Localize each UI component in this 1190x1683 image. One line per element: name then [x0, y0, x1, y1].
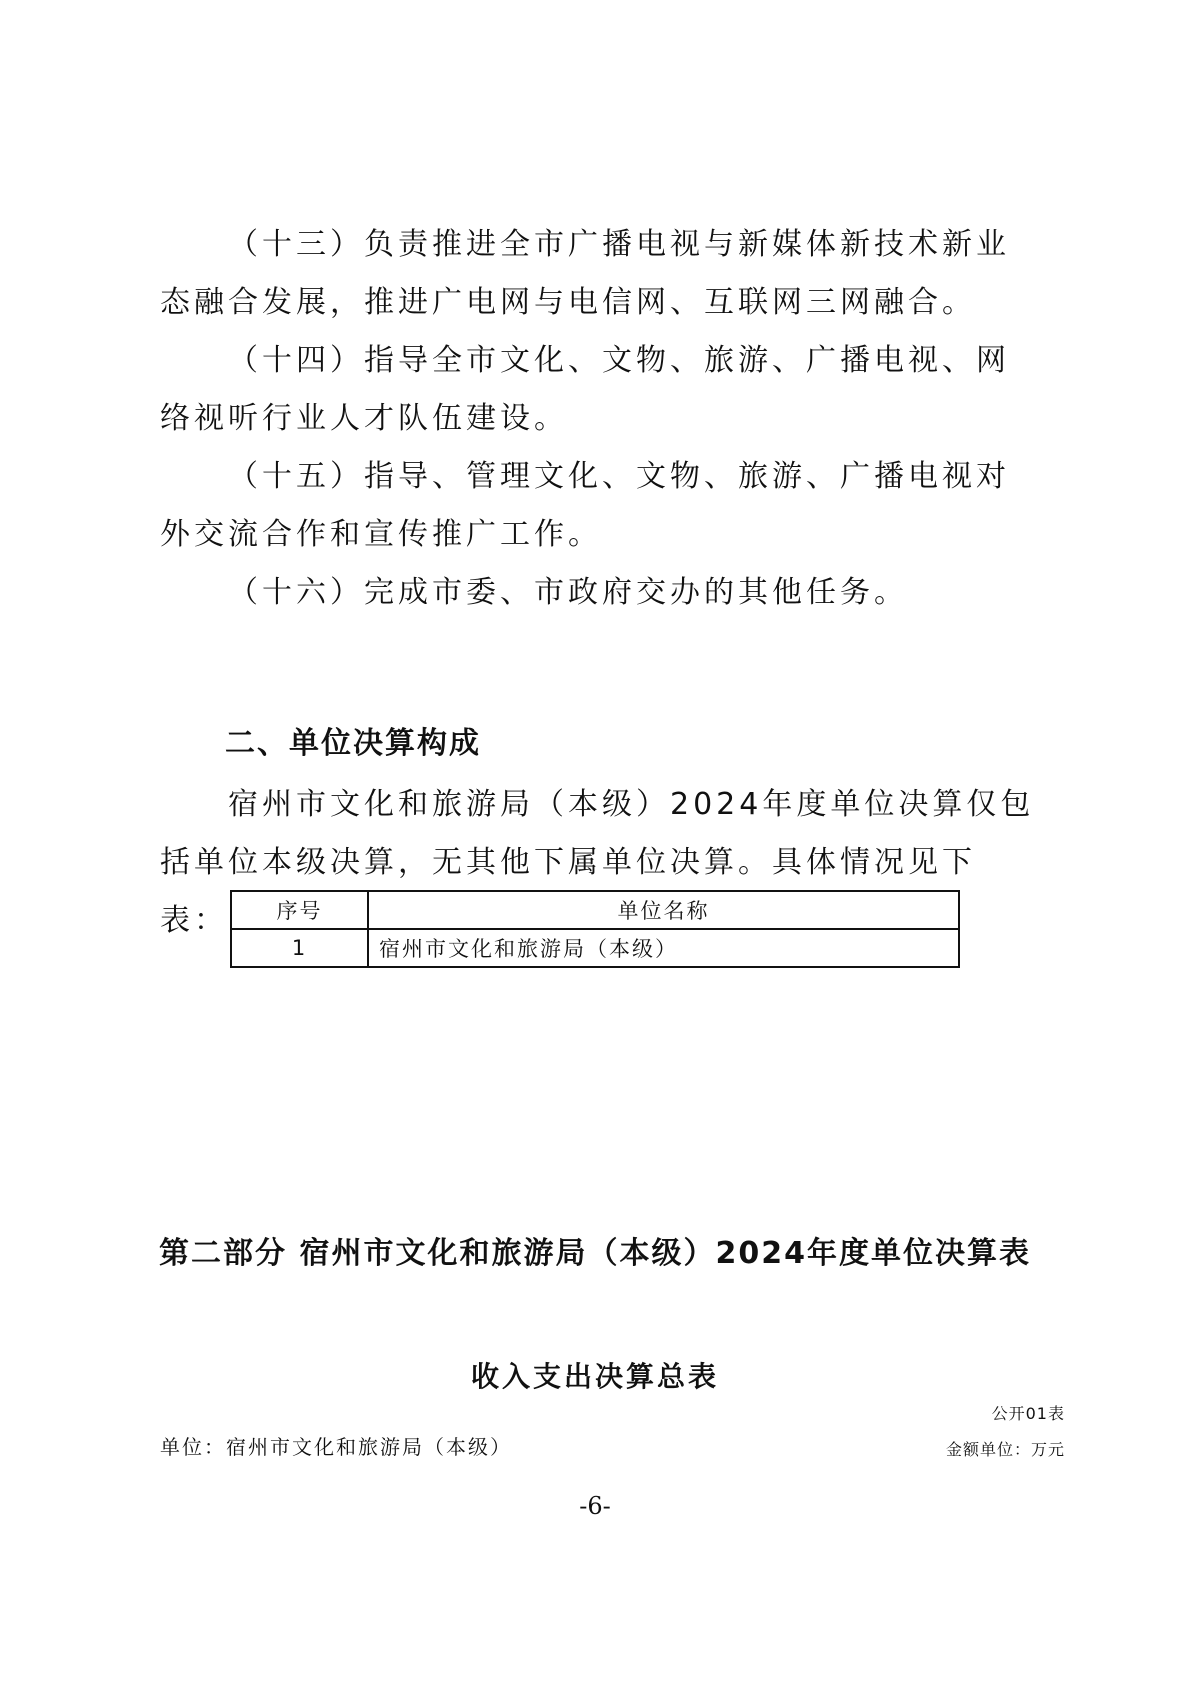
part-title: 第二部分 宿州市文化和旅游局（本级）2024年度单位决算表 [159, 1236, 1031, 1271]
paragraph-16: （十六）完成市委、市政府交办的其他任务。 [228, 575, 908, 610]
cell-unit-name: 宿州市文化和旅游局（本级） [368, 929, 959, 967]
paragraph-14: （十四）指导全市文化、文物、旅游、广播电视、网络视听行业人才队伍建设。 [160, 343, 1010, 436]
header-seq: 序号 [231, 891, 368, 929]
table-code: 公开01表 [991, 1404, 1065, 1423]
cell-seq: 1 [231, 929, 368, 967]
amount-unit: 金额单位：万元 [945, 1440, 1065, 1459]
header-unit-name: 单位名称 [368, 891, 959, 929]
table-header-row [231, 891, 959, 929]
paragraph-13: （十三）负责推进全市广播电视与新媒体新技术新业态融合发展，推进广电网与电信网、互联网三网融合。 [160, 227, 1010, 320]
unit-table [230, 890, 960, 968]
unit-label: 单位：宿州市文化和旅游局（本级） [160, 1435, 512, 1459]
section-body: 宿州市文化和旅游局（本级）2024年度单位决算仅包括单位本级决算，无其他下属单位决算。具体情况见下表： [160, 787, 1035, 938]
section-heading: 二、单位决算构成 [225, 726, 481, 761]
table-row [231, 929, 959, 967]
summary-table-title: 收入支出决算总表 [470, 1360, 719, 1393]
paragraph-15: （十五）指导、管理文化、文物、旅游、广播电视对外交流合作和宣传推广工作。 [160, 459, 1010, 552]
page-number: -6- [579, 1492, 611, 1520]
